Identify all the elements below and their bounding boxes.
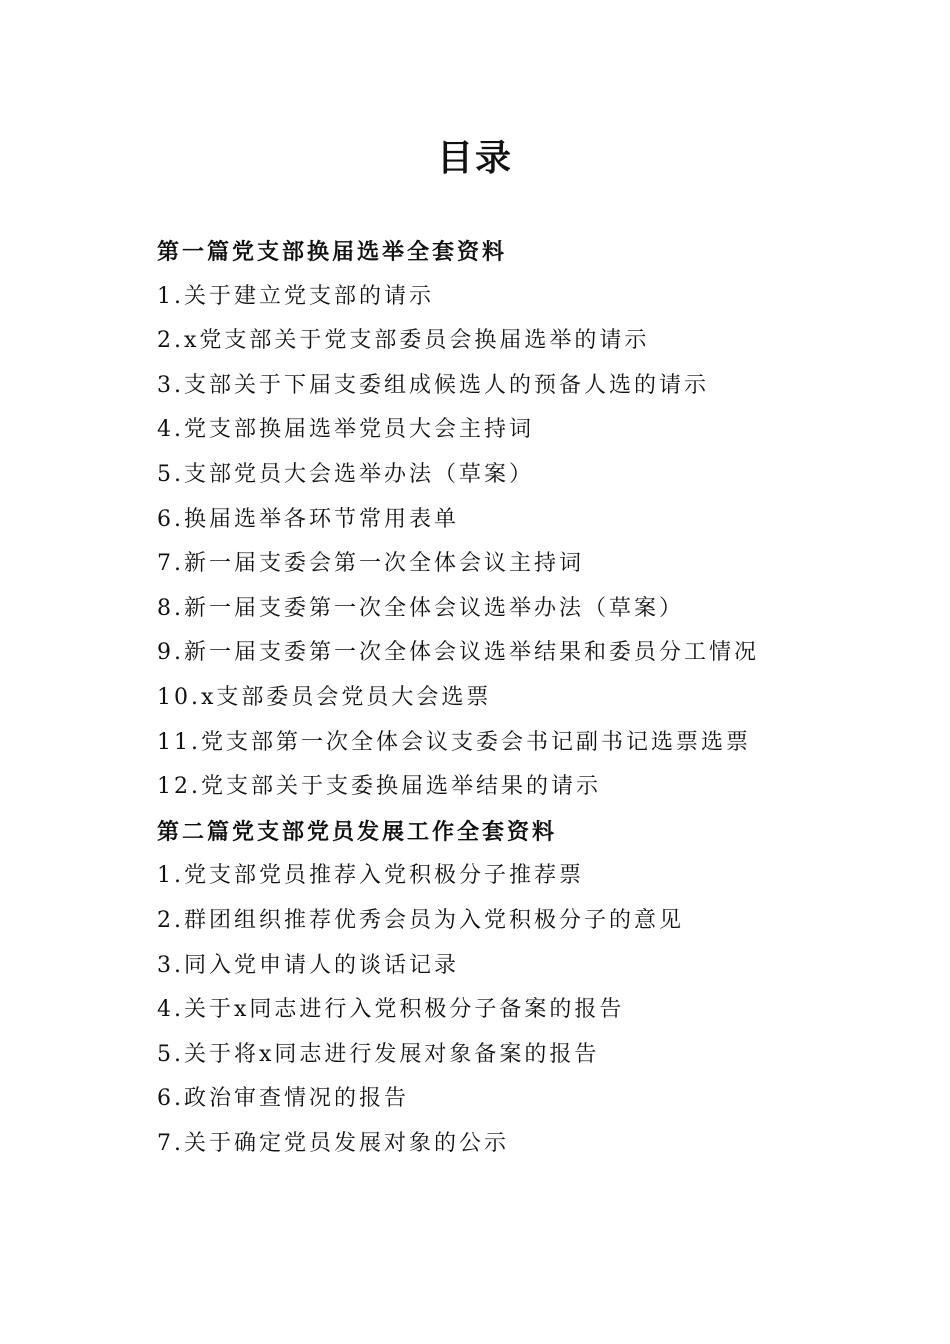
toc-item: 9.新一届支委第一次全体会议选举结果和委员分工情况 <box>157 640 759 666</box>
toc-item: 4.党支部换届选举党员大会主持词 <box>157 417 534 443</box>
toc-item: 3.同入党申请人的谈话记录 <box>157 952 459 978</box>
toc-item: 6.政治审查情况的报告 <box>157 1086 409 1112</box>
toc-item: 4.关于x同志进行入党积极分子备案的报告 <box>157 997 625 1023</box>
section-heading-1: 第一篇党支部换届选举全套资料 <box>157 239 508 265</box>
toc-item: 2.群团组织推荐优秀会员为入党积极分子的意见 <box>157 907 684 933</box>
toc-item: 5.关于将x同志进行发展对象备案的报告 <box>157 1041 600 1067</box>
toc-item: 3.支部关于下届支委组成候选人的预备人选的请示 <box>157 372 709 398</box>
toc-item: 6.换届选举各环节常用表单 <box>157 506 459 532</box>
toc-item: 7.关于确定党员发展对象的公示 <box>157 1130 509 1156</box>
toc-item: 8.新一届支委第一次全体会议选举办法（草案） <box>157 595 684 621</box>
toc-item: 10.x支部委员会党员大会选票 <box>157 684 492 710</box>
toc-item: 11.党支部第一次全体会议支委会书记副书记选票选票 <box>157 729 751 755</box>
page-title: 目录 <box>436 137 513 179</box>
toc-item: 7.新一届支委会第一次全体会议主持词 <box>157 551 584 577</box>
toc-item: 12.党支部关于支委换届选举结果的请示 <box>157 774 601 800</box>
toc-item: 2.x党支部关于党支部委员会换届选举的请示 <box>157 328 650 354</box>
toc-item: 1.关于建立党支部的请示 <box>157 283 434 309</box>
section-heading-2: 第二篇党支部党员发展工作全套资料 <box>157 818 558 845</box>
toc-item: 1.党支部党员推荐入党积极分子推荐票 <box>157 863 584 889</box>
toc-item: 5.支部党员大会选举办法（草案） <box>157 461 534 487</box>
table-of-contents <box>157 230 897 1166</box>
